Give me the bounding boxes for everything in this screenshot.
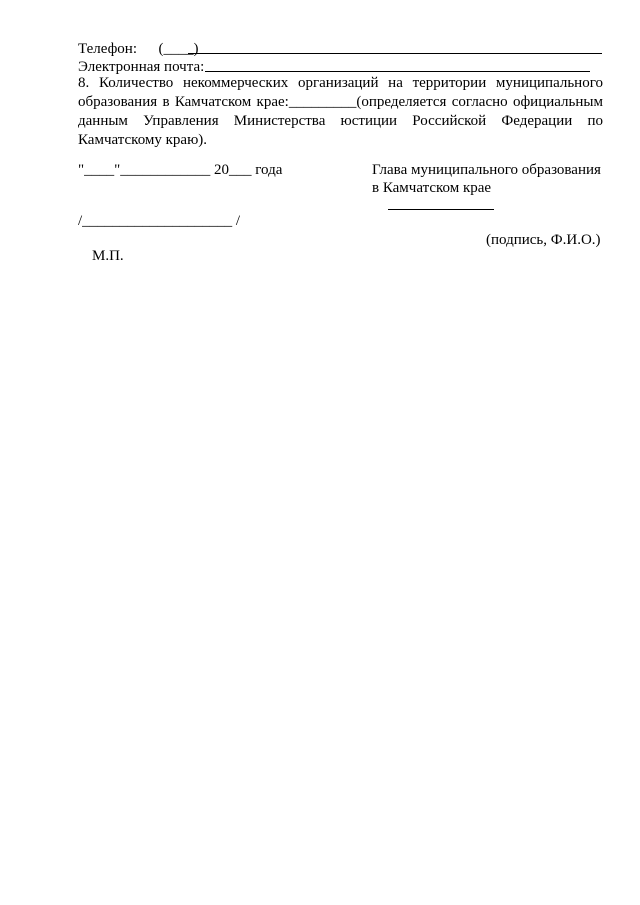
- slash-signature-line: /____________________ /: [78, 213, 241, 229]
- phone-row: [78, 40, 199, 58]
- head-title-line-1: Глава муниципального образования: [372, 162, 601, 178]
- signature-caption: (подпись, Ф.И.О.): [486, 232, 601, 248]
- date-line: "____"____________ 20___ года: [78, 162, 283, 178]
- phone-code: (____): [158, 41, 199, 57]
- email-label: Электронная почта:: [78, 59, 205, 75]
- ngo-count-blank: _________: [288, 94, 357, 110]
- item-8-line-2: [78, 93, 603, 112]
- item-8-line-1: 8. Количество некоммерческих организаций на территории муниципального: [78, 75, 603, 91]
- phone-underline: [188, 53, 602, 54]
- item-8-line-2-before: образования в Камчатском крае:: [78, 94, 289, 110]
- stamp-placeholder: М.П.: [92, 248, 124, 264]
- item-8-line-2-after: (определяется согласно официальным: [356, 94, 603, 110]
- head-signature-rule: [388, 209, 494, 210]
- item-8-line-4: Камчатскому краю).: [78, 132, 208, 148]
- email-underline: [205, 71, 590, 72]
- item-8-paragraph: [78, 74, 603, 150]
- item-8-line-3: данным Управления Министерства юстиции Российской Федерации по: [78, 113, 603, 129]
- phone-label: Телефон:: [78, 41, 137, 57]
- head-title-line-2: в Камчатском крае: [372, 180, 492, 196]
